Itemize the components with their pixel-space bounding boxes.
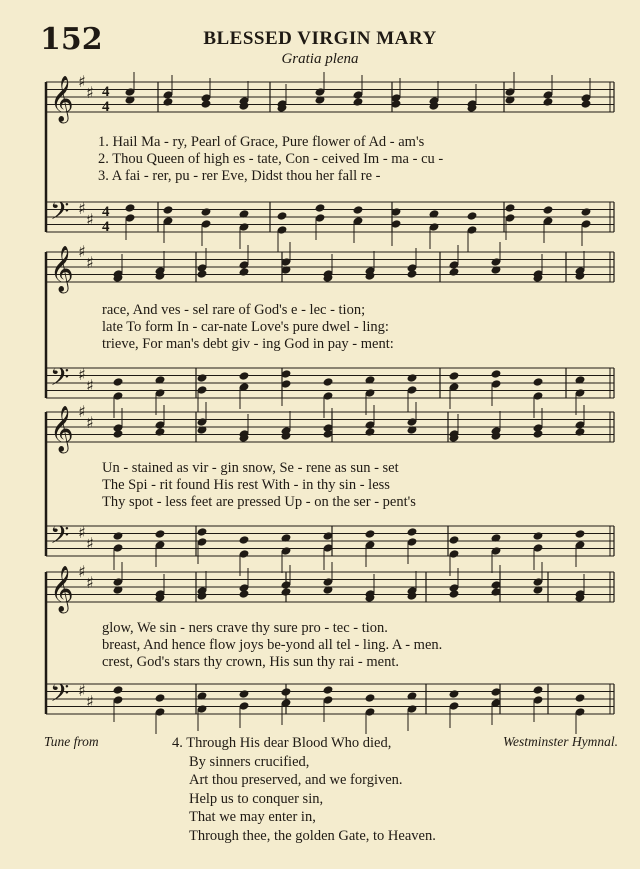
note-head	[197, 269, 208, 279]
time-signature-bottom: 4	[102, 99, 110, 115]
note-head	[533, 429, 544, 439]
note-head	[281, 587, 292, 597]
sharp-sign: ♯	[78, 681, 86, 700]
bass-clef: 𝄢	[50, 197, 70, 232]
note-head	[239, 535, 250, 545]
bass-clef: 𝄢	[50, 363, 70, 398]
note-head	[581, 99, 592, 109]
sharp-sign: ♯	[86, 413, 94, 432]
note-head	[239, 267, 250, 277]
lyric-line: trieve, For man's debt giv - ing God in pay - ment:	[102, 336, 394, 352]
note-head	[575, 693, 586, 703]
note-head	[467, 211, 478, 221]
sharp-sign: ♯	[86, 692, 94, 711]
note-head	[239, 589, 250, 599]
sharp-sign: ♯	[86, 83, 94, 102]
note-head	[201, 207, 212, 217]
lyric-line: 3. A fai - rer, pu - rer Eve, Didst thou her fall re -	[98, 168, 381, 184]
note-head	[353, 205, 364, 215]
note-head	[449, 535, 460, 545]
note-head	[449, 589, 460, 599]
note-head	[155, 529, 166, 539]
hymn-subtitle: Gratia plena	[281, 51, 359, 67]
verse-4-line: Help us to conquer sin,	[189, 790, 324, 807]
note-head	[505, 203, 516, 213]
sharp-sign: ♯	[86, 534, 94, 553]
note-head	[407, 373, 418, 383]
note-head	[365, 427, 376, 437]
treble-clef: 𝄞	[50, 246, 74, 292]
note-head	[113, 531, 124, 541]
verse-4-line: Art thou preserved, and we forgiven.	[189, 772, 403, 788]
lyric-line: Thy spot - less feet are pressed Up - on the ser - pent's	[102, 494, 416, 510]
note-head	[113, 377, 124, 387]
time-signature-top: 4	[102, 204, 110, 220]
lyric-line: race, And ves - sel rare of God's e - lec - tion;	[102, 302, 366, 318]
note-head	[323, 377, 334, 387]
note-head	[239, 371, 250, 381]
verse-4	[172, 734, 436, 845]
note-head	[197, 373, 208, 383]
sharp-sign: ♯	[78, 365, 86, 384]
lyric-line: 1. Hail Ma - ry, Pearl of Grace, Pure flower of Ad - am's	[98, 134, 425, 150]
note-head	[491, 369, 502, 379]
lyric-line: breast, And hence flow joys be-yond all tel - ling. A - men.	[102, 637, 443, 653]
note-head	[353, 97, 364, 107]
note-head	[365, 529, 376, 539]
note-head	[581, 207, 592, 217]
note-head	[197, 527, 208, 537]
verse-4-line: Through thee, the golden Gate, to Heaven.	[189, 827, 436, 844]
note-head	[163, 205, 174, 215]
time-signature-top: 4	[102, 84, 110, 100]
tune-credit-label: Tune from	[44, 734, 99, 749]
sharp-sign: ♯	[78, 562, 86, 581]
note-head	[543, 205, 554, 215]
lyric-line: crest, God's stars thy crown, His sun thy rai - ment.	[102, 654, 399, 670]
sharp-sign: ♯	[86, 573, 94, 592]
sharp-sign: ♯	[78, 72, 86, 91]
note-head	[533, 685, 544, 695]
note-head	[113, 685, 124, 695]
note-head	[449, 371, 460, 381]
treble-clef: 𝄞	[50, 406, 74, 452]
sharp-sign: ♯	[86, 253, 94, 272]
sharp-sign: ♯	[78, 523, 86, 542]
bass-clef: 𝄢	[50, 521, 70, 556]
note-head	[113, 429, 124, 439]
note-head	[543, 97, 554, 107]
page-number: 152	[40, 22, 103, 57]
lyric-line: glow, We sin - ners crave thy sure pro - tec - tion.	[102, 620, 388, 636]
sharp-sign: ♯	[86, 376, 94, 395]
note-head	[449, 267, 460, 277]
treble-clef: 𝄞	[50, 76, 74, 122]
sharp-sign: ♯	[78, 402, 86, 421]
time-signature-bottom: 4	[102, 219, 110, 235]
note-head	[315, 203, 326, 213]
verse-4-line: By sinners crucified,	[189, 753, 310, 770]
bass-clef: 𝄢	[50, 679, 70, 714]
lyric-line: The Spi - rit found His rest With - in thy sin - less	[102, 477, 390, 493]
lyric-line: 2. Thou Queen of high es - tate, Con - ceived Im - ma - cu -	[98, 151, 444, 167]
verse-4-line: 4. Through His dear Blood Who died,	[172, 735, 392, 751]
note-head	[449, 689, 460, 699]
note-head	[533, 531, 544, 541]
note-head	[239, 689, 250, 699]
hymn-title: BLESSED VIRGIN MARY	[203, 28, 437, 49]
tune-source: Westminster Hymnal.	[503, 734, 618, 749]
note-head	[575, 427, 586, 437]
note-head	[155, 693, 166, 703]
sharp-sign: ♯	[78, 199, 86, 218]
note-head	[155, 427, 166, 437]
note-head	[407, 527, 418, 537]
note-head	[125, 203, 136, 213]
note-head	[365, 693, 376, 703]
note-head	[277, 211, 288, 221]
lyric-line: late To form In - car-nate Love's pure dwel - ling:	[102, 319, 389, 335]
note-head	[533, 377, 544, 387]
sharp-sign: ♯	[86, 210, 94, 229]
note-head	[281, 687, 292, 697]
sharp-sign: ♯	[78, 242, 86, 261]
note-head	[407, 269, 418, 279]
lyric-line: Un - stained as vir - gin snow, Se - rene as sun - set	[102, 460, 399, 476]
note-head	[163, 97, 174, 107]
verse-4-line: That we may enter in,	[189, 809, 316, 825]
note-head	[575, 529, 586, 539]
treble-clef: 𝄞	[50, 566, 74, 612]
note-head	[323, 685, 334, 695]
note-head	[201, 99, 212, 109]
